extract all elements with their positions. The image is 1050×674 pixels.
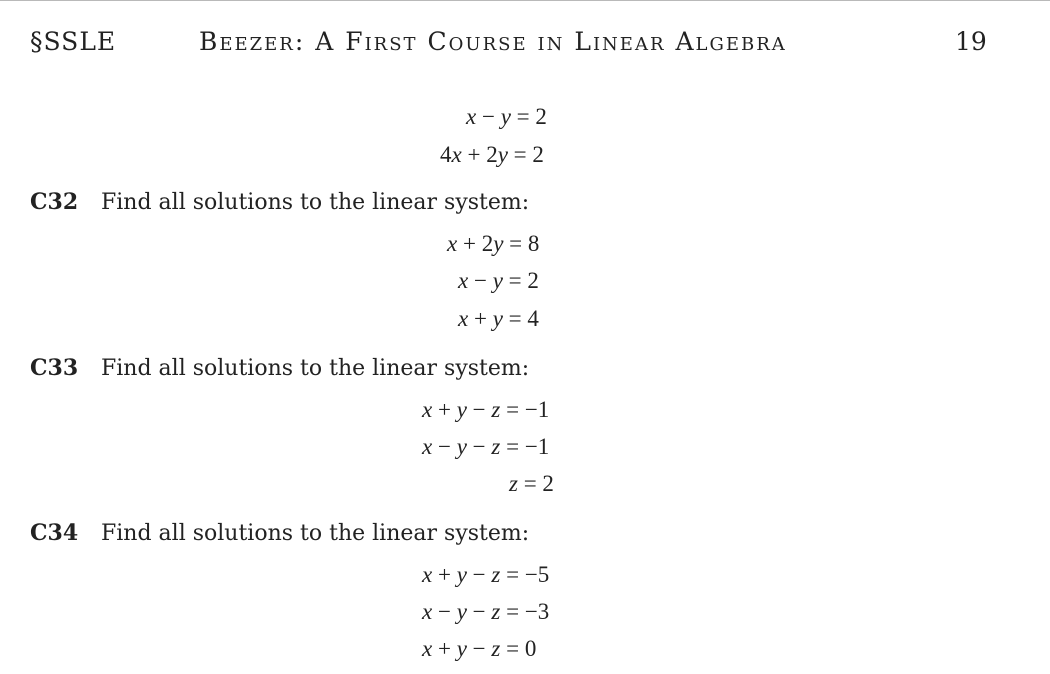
problem-c33 — [30, 353, 529, 384]
c34-equation-1: x + y − z = −5 — [422, 562, 550, 587]
running-title: Beezer: A First Course in Linear Algebra — [199, 27, 787, 56]
section-label: §SSLE — [30, 27, 117, 56]
carryover-equation-2: 4x + 2y = 2 — [440, 142, 544, 167]
c34-equation-3: x + y − z = 0 — [422, 636, 537, 661]
c34-equation-2: x − y − z = −3 — [422, 599, 550, 624]
c33-equation-1: x + y − z = −1 — [422, 397, 550, 422]
page-number: 19 — [955, 27, 987, 56]
c32-equation-1: x + 2y = 8 — [447, 231, 540, 256]
problem-text: Find all solutions to the linear system: — [101, 521, 530, 546]
problem-id: C34 — [30, 520, 79, 546]
problem-text: Find all solutions to the linear system: — [101, 190, 530, 215]
c32-equation-3: x + y = 4 — [458, 306, 539, 331]
problem-id: C33 — [30, 355, 79, 381]
c33-equation-2: x − y − z = −1 — [422, 434, 550, 459]
c33-equation-3: z = 2 — [509, 471, 554, 496]
problem-c32 — [30, 187, 529, 218]
problem-id: C32 — [30, 189, 79, 215]
carryover-equation-1: x − y = 2 — [466, 104, 547, 129]
problem-text: Find all solutions to the linear system: — [101, 356, 530, 381]
top-rule — [0, 0, 1050, 1]
c32-equation-2: x − y = 2 — [458, 268, 539, 293]
problem-c34 — [30, 518, 529, 549]
